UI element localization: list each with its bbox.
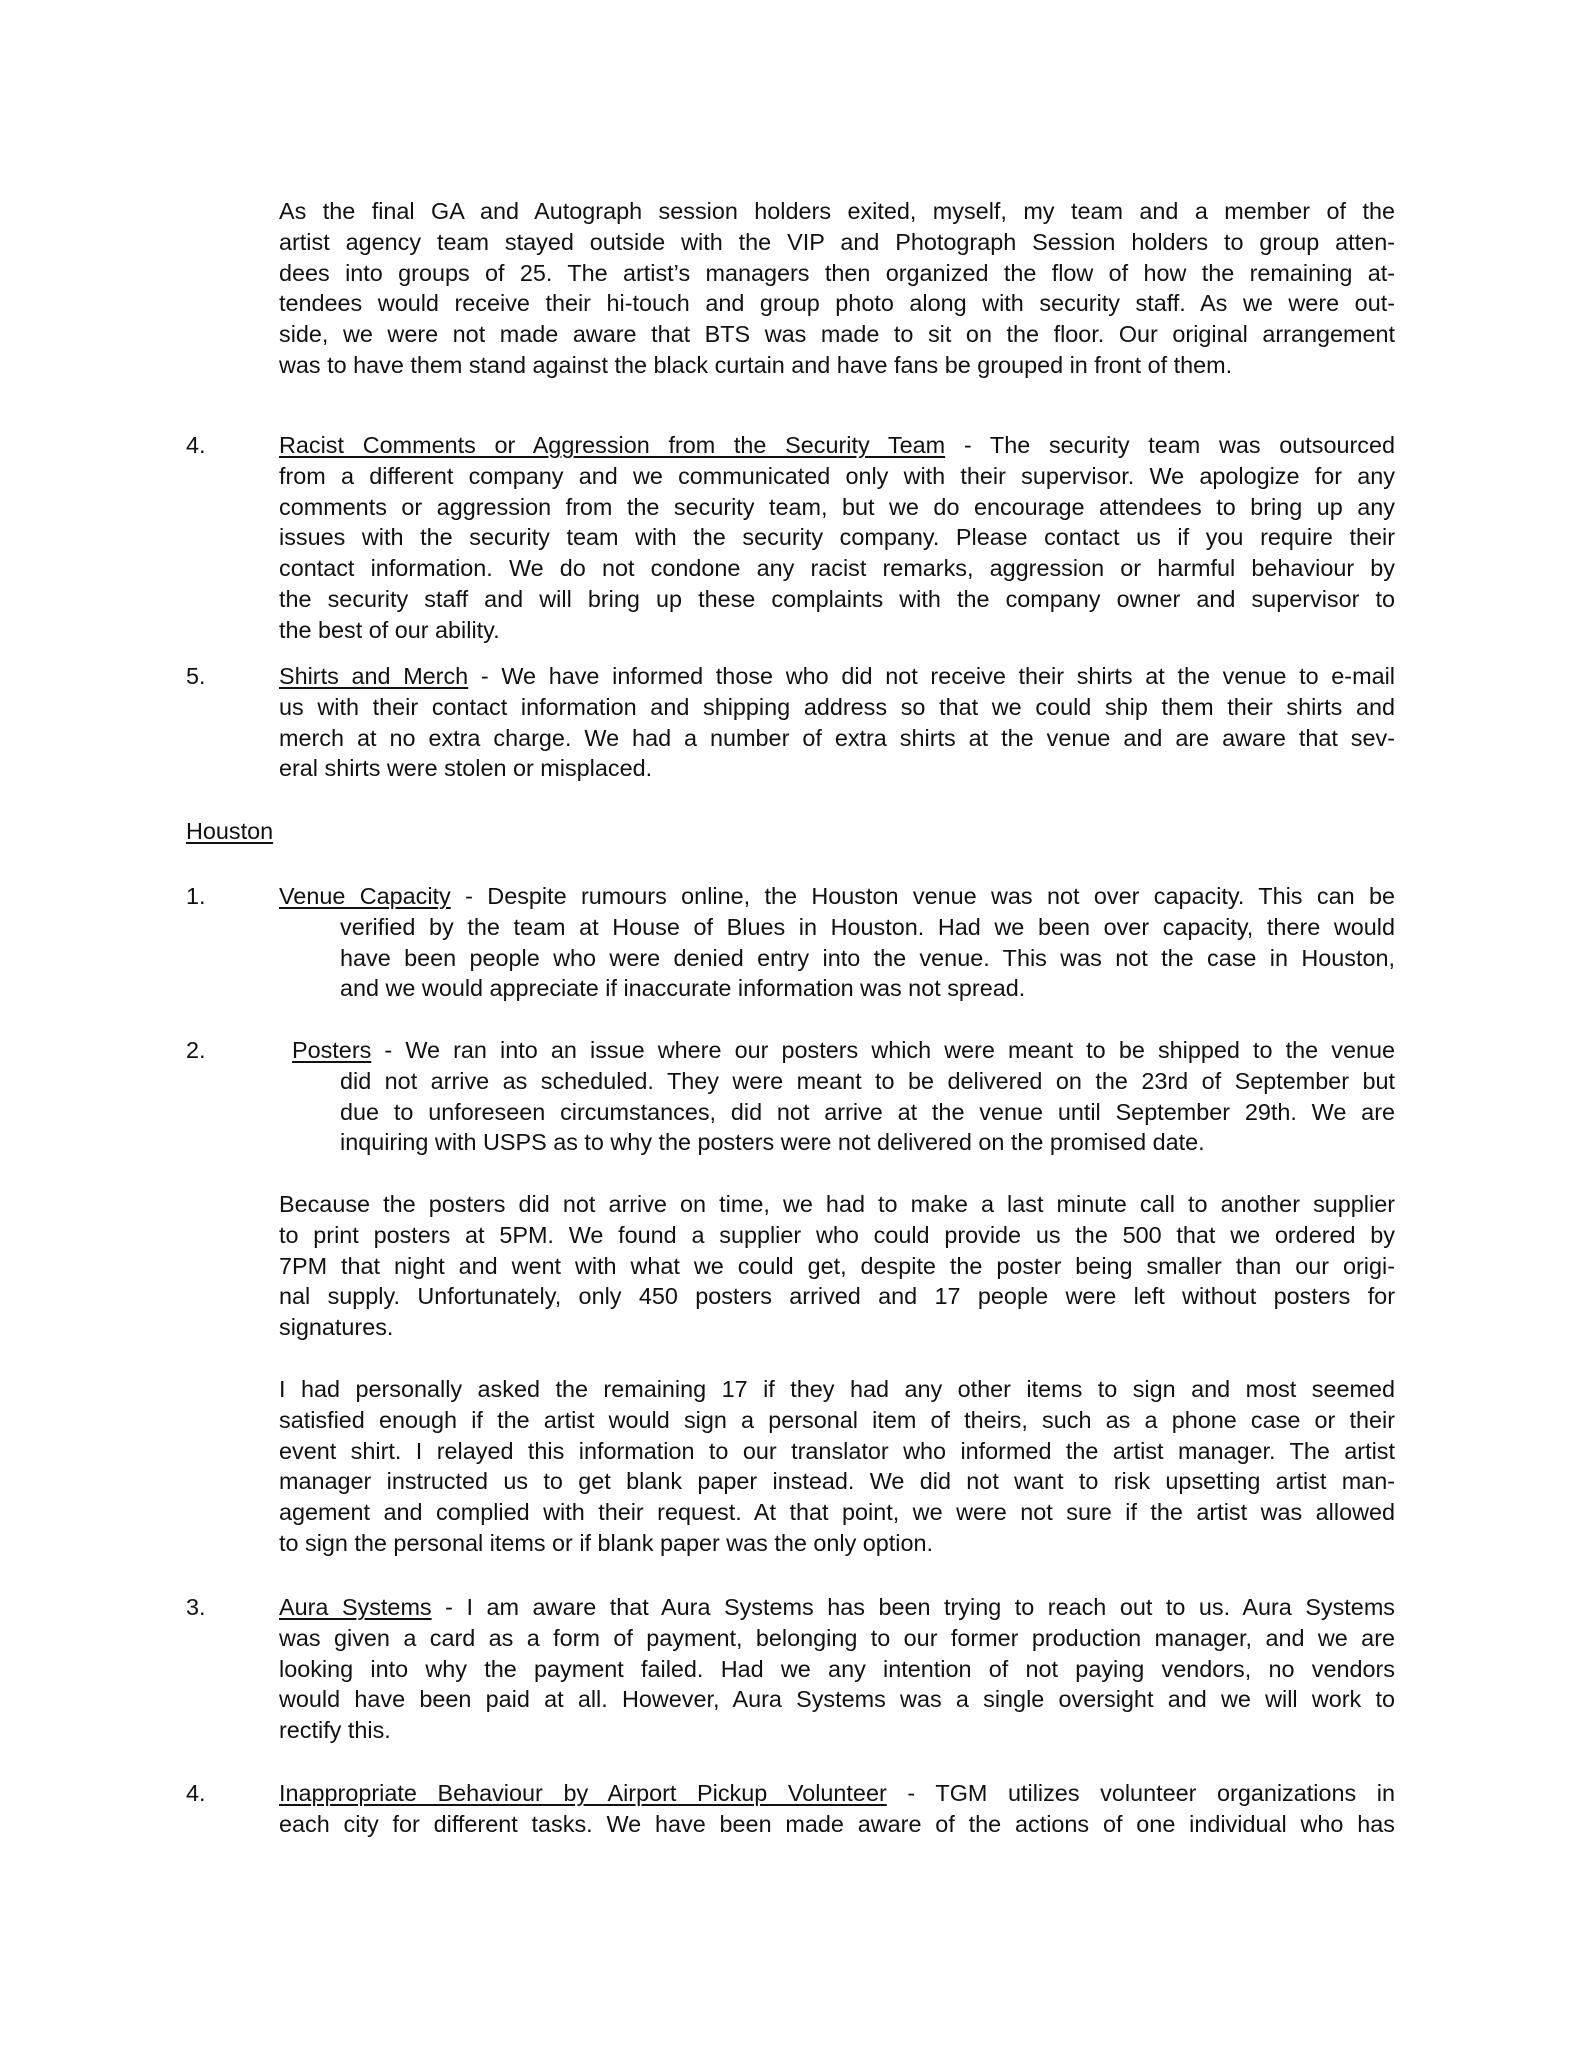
item-heading: Inappropriate Behaviour by Airport Pickup Volunteer [279,1780,887,1806]
item-first-line-text: - I am aware that Aura Systems has been trying to reach out to us. Aura Systems [431,1594,1395,1620]
item-number: 4. [186,432,206,458]
text-line: manager instructed us to get blank paper instead. We did not want to risk upsetting artist man- [279,1468,1395,1495]
text-line: agement and complied with their request. At that point, we were not sure if the artist was allowed [279,1499,1395,1526]
text-line: signatures. [279,1314,394,1341]
text-line: verified by the team at House of Blues in Houston. Had we been over capacity, there would [340,913,1395,940]
followup-paragraph [279,1189,1395,1343]
text-line: As the final GA and Autograph session holders exited, myself, my team and a member of the [279,198,1395,224]
text-line: inquiring with USPS as to why the posters were not delivered on the promised date. [340,1129,1205,1156]
text-line: Because the posters did not arrive on time, we had to make a last minute call to another supplier [279,1191,1395,1217]
item-body [279,1778,1395,1840]
item-body [340,1066,1395,1158]
text-line: dees into groups of 25. The artist’s managers then organized the flow of how the remaining at- [279,259,1395,286]
item-body [340,912,1395,1004]
item-first-line [292,1035,1395,1066]
text-line: from a different company and we communicated only with their supervisor. We apologize for any [279,462,1395,489]
item-heading: Posters [292,1037,372,1063]
text-line: event shirt. I relayed this information to our translator who informed the artist manager. The artist [279,1437,1395,1464]
text-line: did not arrive as scheduled. They were meant to be delivered on the 23rd of September but [340,1067,1395,1094]
item-body [279,661,1395,784]
section-heading-houston: Houston [186,818,274,844]
item-first-line-text: - The security team was outsourced [945,432,1395,458]
text-line: contact information. We do not condone any racist remarks, aggression or harmful behaviour by [279,555,1395,582]
text-line: due to unforeseen circumstances, did not arrive at the venue until September 29th. We are [340,1098,1395,1125]
item-first-line [279,881,1395,912]
text-line: and we would appreciate if inaccurate information was not spread. [340,975,1026,1002]
item-first-line [279,1592,1395,1623]
text-line: issues with the security team with the security company. Please contact us if you require their [279,524,1395,551]
item-first-line [279,430,1395,461]
text-line: I had personally asked the remaining 17 if they had any other items to sign and most seemed [279,1376,1395,1402]
item-number: 3. [186,1594,206,1620]
text-line: comments or aggression from the security team, but we do encourage attendees to bring up any [279,493,1395,520]
item-first-line-text: - We ran into an issue where our posters which were meant to be shipped to the venue [371,1037,1395,1063]
item-body [279,1592,1395,1746]
item-heading: Racist Comments or Aggression from the Security Team [279,432,946,458]
item-number: 1. [186,883,206,909]
item-first-line [292,1035,1395,1066]
item-heading: Venue Capacity [279,883,451,909]
item-first-line-text: - We have informed those who did not receive their shirts at the venue to e-mail [468,663,1395,689]
item-first-line-text: - TGM utilizes volunteer organizations in [886,1780,1396,1806]
text-line: was to have them stand against the black curtain and have fans be grouped in front of them. [279,351,1233,378]
item-number: 2. [186,1037,206,1063]
text-line: eral shirts were stolen or misplaced. [279,755,653,782]
text-line: us with their contact information and shipping address so that we could ship them their shirts and [279,693,1395,720]
text-line: have been people who were denied entry into the venue. This was not the case in Houston, [340,944,1395,971]
text-line: artist agency team stayed outside with the VIP and Photograph Session holders to group atten- [279,228,1395,255]
text-line: side, we were not made aware that BTS was made to sit on the floor. Our original arrangement [279,321,1395,348]
text-line: looking into why the payment failed. Had we any intention of not paying vendors, no vendors [279,1655,1395,1682]
text-line: satisfied enough if the artist would sign a personal item of theirs, such as a phone case or their [279,1406,1395,1433]
item-body [279,430,1395,646]
item-first-line [279,661,1395,692]
item-number: 5. [186,663,206,689]
item-number: 4. [186,1780,206,1806]
item-heading: Aura Systems [279,1594,432,1620]
text-line: nal supply. Unfortunately, only 450 posters arrived and 17 people were left without posters for [279,1283,1395,1310]
text-line: would have been paid at all. However, Aura Systems was a single oversight and we will work to [279,1686,1395,1713]
item-first-line [279,881,1395,912]
text-line: each city for different tasks. We have been made aware of the actions of one individual who has [279,1810,1395,1837]
text-line: was given a card as a form of payment, belonging to our former production manager, and we are [279,1624,1395,1651]
item-first-line [279,1778,1395,1809]
text-line: the best of our ability. [279,616,500,643]
intro-paragraph [279,196,1395,381]
item-first-line-text: - Despite rumours online, the Houston venue was not over capacity. This can be [450,883,1395,909]
followup-paragraph [279,1374,1395,1559]
text-line: rectify this. [279,1717,391,1744]
item-heading: Shirts and Merch [279,663,469,689]
text-line: tendees would receive their hi-touch and group photo along with security staff. As we were out- [279,290,1395,317]
text-line: to sign the personal items or if blank paper was the only option. [279,1529,934,1556]
text-line: to print posters at 5PM. We found a supplier who could provide us the 500 that we ordered by [279,1221,1395,1248]
text-line: 7PM that night and went with what we could get, despite the poster being smaller than our origi- [279,1252,1395,1279]
text-line: merch at no extra charge. We had a number of extra shirts at the venue and are aware that sev- [279,724,1395,751]
text-line: the security staff and will bring up these complaints with the company owner and supervisor to [279,585,1395,612]
